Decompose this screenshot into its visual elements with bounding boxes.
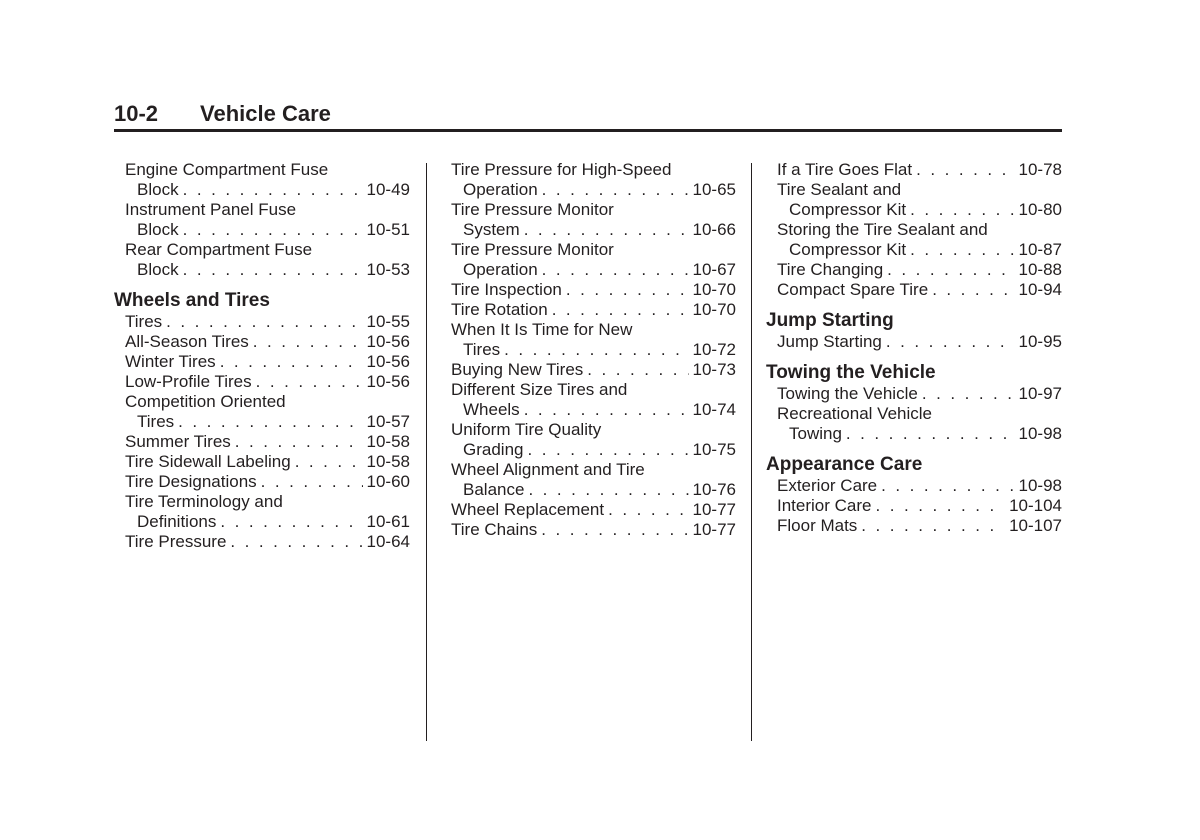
toc-entry[interactable]	[114, 372, 410, 392]
dot-leader	[527, 440, 688, 460]
dot-leader	[166, 312, 362, 332]
toc-column-3	[766, 160, 1062, 536]
page-reference: 10-65	[692, 180, 736, 199]
entry-title: Storing the Tire Sealant and	[777, 220, 988, 239]
entry-title: Wheels	[463, 400, 520, 419]
section-heading: Towing the Vehicle	[766, 362, 936, 383]
toc-entry[interactable]	[766, 260, 1062, 280]
toc-entry[interactable]	[114, 160, 410, 200]
entry-title: Operation	[463, 180, 538, 199]
header-rule	[114, 129, 1062, 132]
entry-title: Operation	[463, 260, 538, 279]
page-reference: 10-64	[366, 532, 410, 551]
page-reference: 10-75	[692, 440, 736, 459]
page-reference: 10-56	[366, 332, 410, 351]
page-reference: 10-67	[692, 260, 736, 279]
entry-title: All-Season Tires	[125, 332, 249, 351]
toc-entry[interactable]	[440, 500, 736, 520]
dot-leader	[861, 516, 1005, 536]
dot-leader	[608, 500, 688, 520]
page-reference: 10-80	[1018, 200, 1062, 219]
dot-leader	[183, 180, 363, 200]
dot-leader	[183, 260, 363, 280]
entry-title: Block	[137, 260, 179, 279]
page-reference: 10-56	[366, 352, 410, 371]
page-reference: 10-95	[1018, 332, 1062, 351]
toc-entry[interactable]	[766, 516, 1062, 536]
toc-entry[interactable]	[766, 220, 1062, 260]
chapter-title: Vehicle Care	[200, 101, 331, 126]
entry-title: Towing the Vehicle	[777, 384, 918, 403]
entry-title: Tire Changing	[777, 260, 884, 279]
toc-entry[interactable]	[114, 492, 410, 532]
entry-title: Balance	[463, 480, 525, 499]
page-reference: 10-60	[366, 472, 410, 491]
toc-entry[interactable]	[440, 420, 736, 460]
dot-leader	[504, 340, 688, 360]
dot-leader	[916, 160, 1014, 180]
entry-title: Floor Mats	[777, 516, 858, 535]
dot-leader	[910, 240, 1014, 260]
toc-entry[interactable]	[440, 240, 736, 280]
dot-leader	[566, 280, 689, 300]
entry-title: Tire Pressure	[125, 532, 227, 551]
toc-entry[interactable]	[114, 332, 410, 352]
toc-column-2	[440, 160, 736, 540]
toc-entry[interactable]	[114, 352, 410, 372]
page-reference: 10-66	[692, 220, 736, 239]
toc-entry[interactable]	[440, 160, 736, 200]
page-header	[114, 101, 1062, 131]
entry-title: Rear Compartment Fuse	[125, 240, 313, 259]
toc-entry[interactable]	[114, 532, 410, 552]
section-heading: Wheels and Tires	[114, 290, 270, 311]
entry-title: Compact Spare Tire	[777, 280, 929, 299]
entry-title: Instrument Panel Fuse	[125, 200, 297, 219]
toc-entry[interactable]	[114, 472, 410, 492]
dot-leader	[932, 280, 1014, 300]
entry-title: Tire Pressure for High-Speed	[451, 160, 672, 179]
page-reference: 10-104	[1009, 496, 1062, 515]
dot-leader	[542, 260, 689, 280]
page-reference: 10-98	[1018, 476, 1062, 495]
page-reference: 10-57	[366, 412, 410, 431]
dot-leader	[178, 412, 362, 432]
page-reference: 10-61	[366, 512, 410, 531]
page-number: 10-2	[114, 101, 159, 126]
toc-entry[interactable]	[440, 200, 736, 240]
dot-leader	[922, 384, 1015, 404]
entry-title: Exterior Care	[777, 476, 878, 495]
dot-leader	[230, 532, 362, 552]
entry-title: Competition Oriented	[125, 392, 286, 411]
toc-entry[interactable]	[440, 320, 736, 360]
dot-leader	[846, 424, 1015, 444]
dot-leader	[552, 300, 689, 320]
entry-title: Interior Care	[777, 496, 872, 515]
entry-title: Compressor Kit	[789, 240, 907, 259]
page-reference: 10-53	[366, 260, 410, 279]
dot-leader	[524, 400, 689, 420]
column-divider	[426, 163, 427, 741]
dot-leader	[295, 452, 363, 472]
dot-leader	[881, 476, 1014, 496]
toc-entry[interactable]	[440, 280, 736, 300]
page-reference: 10-70	[692, 280, 736, 299]
entry-title: Buying New Tires	[451, 360, 584, 379]
dot-leader	[220, 352, 363, 372]
entry-title: Winter Tires	[125, 352, 216, 371]
dot-leader	[235, 432, 363, 452]
page-reference: 10-51	[366, 220, 410, 239]
toc-entry[interactable]	[440, 300, 736, 320]
toc-entry[interactable]	[766, 496, 1062, 516]
entry-title: Wheel Replacement	[451, 500, 605, 519]
page-reference: 10-94	[1018, 280, 1062, 299]
entry-title: Block	[137, 180, 179, 199]
dot-leader	[253, 332, 363, 352]
entry-title: Tire Sealant and	[777, 180, 902, 199]
entry-title: Wheel Alignment and Tire	[451, 460, 645, 479]
entry-title: Summer Tires	[125, 432, 231, 451]
toc-entry[interactable]	[766, 160, 1062, 180]
entry-title: Tires	[137, 412, 175, 431]
toc-entry[interactable]	[114, 452, 410, 472]
entry-title: Tire Designations	[125, 472, 257, 491]
entry-title: Tires	[463, 340, 501, 359]
entry-title: Tire Chains	[451, 520, 538, 539]
entry-title: Tire Pressure Monitor	[451, 240, 614, 259]
toc-entry[interactable]	[766, 476, 1062, 496]
page-reference: 10-87	[1018, 240, 1062, 259]
dot-leader	[587, 360, 688, 380]
toc-entry[interactable]	[766, 332, 1062, 352]
entry-title: Engine Compartment Fuse	[125, 160, 329, 179]
page-reference: 10-58	[366, 432, 410, 451]
entry-title: Definitions	[137, 512, 217, 531]
page-reference: 10-77	[692, 520, 736, 539]
section-heading: Jump Starting	[766, 310, 894, 331]
dot-leader	[524, 220, 689, 240]
toc-entry[interactable]	[440, 520, 736, 540]
page-reference: 10-107	[1009, 516, 1062, 535]
page-reference: 10-74	[692, 400, 736, 419]
dot-leader	[542, 180, 689, 200]
toc-entry[interactable]	[114, 312, 410, 332]
toc-entry[interactable]	[114, 200, 410, 240]
page-reference: 10-77	[692, 500, 736, 519]
page-reference: 10-97	[1018, 384, 1062, 403]
page-reference: 10-78	[1018, 160, 1062, 179]
entry-title: Tire Rotation	[451, 300, 548, 319]
entry-title: System	[463, 220, 520, 239]
dot-leader	[541, 520, 688, 540]
page-reference: 10-55	[366, 312, 410, 331]
dot-leader	[261, 472, 363, 492]
toc-entry[interactable]	[766, 280, 1062, 300]
entry-title: Tires	[125, 312, 163, 331]
entry-title: Different Size Tires and	[451, 380, 628, 399]
page-reference: 10-73	[692, 360, 736, 379]
entry-title: Tire Sidewall Labeling	[125, 452, 291, 471]
toc-entry[interactable]	[440, 360, 736, 380]
toc-entry[interactable]	[766, 180, 1062, 220]
dot-leader	[887, 260, 1014, 280]
entry-title: Compressor Kit	[789, 200, 907, 219]
dot-leader	[220, 512, 362, 532]
entry-title: When It Is Time for New	[451, 320, 633, 339]
page-reference: 10-98	[1018, 424, 1062, 443]
entry-title: Grading	[463, 440, 524, 459]
toc-entry[interactable]	[114, 240, 410, 280]
entry-title: Tire Pressure Monitor	[451, 200, 614, 219]
entry-title: If a Tire Goes Flat	[777, 160, 913, 179]
toc-entry[interactable]	[766, 384, 1062, 404]
entry-title: Low-Profile Tires	[125, 372, 252, 391]
page-reference: 10-49	[366, 180, 410, 199]
dot-leader	[183, 220, 363, 240]
column-divider	[751, 163, 752, 741]
page-reference: 10-56	[366, 372, 410, 391]
toc-column-1	[114, 160, 410, 552]
dot-leader	[886, 332, 1015, 352]
page-reference: 10-58	[366, 452, 410, 471]
section-heading: Appearance Care	[766, 454, 923, 475]
entry-title: Towing	[789, 424, 842, 443]
entry-title: Block	[137, 220, 179, 239]
entry-title: Recreational Vehicle	[777, 404, 932, 423]
toc-entry[interactable]	[114, 392, 410, 432]
entry-title: Jump Starting	[777, 332, 882, 351]
dot-leader	[875, 496, 1005, 516]
dot-leader	[256, 372, 363, 392]
toc-entry[interactable]	[766, 404, 1062, 444]
page-reference: 10-88	[1018, 260, 1062, 279]
page-reference: 10-70	[692, 300, 736, 319]
page-reference: 10-76	[692, 480, 736, 499]
entry-title: Tire Terminology and	[125, 492, 283, 511]
dot-leader	[910, 200, 1014, 220]
toc-entry[interactable]	[114, 432, 410, 452]
page-reference: 10-72	[692, 340, 736, 359]
toc-entry[interactable]	[440, 460, 736, 500]
toc-entry[interactable]	[440, 380, 736, 420]
entry-title: Tire Inspection	[451, 280, 562, 299]
entry-title: Uniform Tire Quality	[451, 420, 602, 439]
dot-leader	[528, 480, 688, 500]
